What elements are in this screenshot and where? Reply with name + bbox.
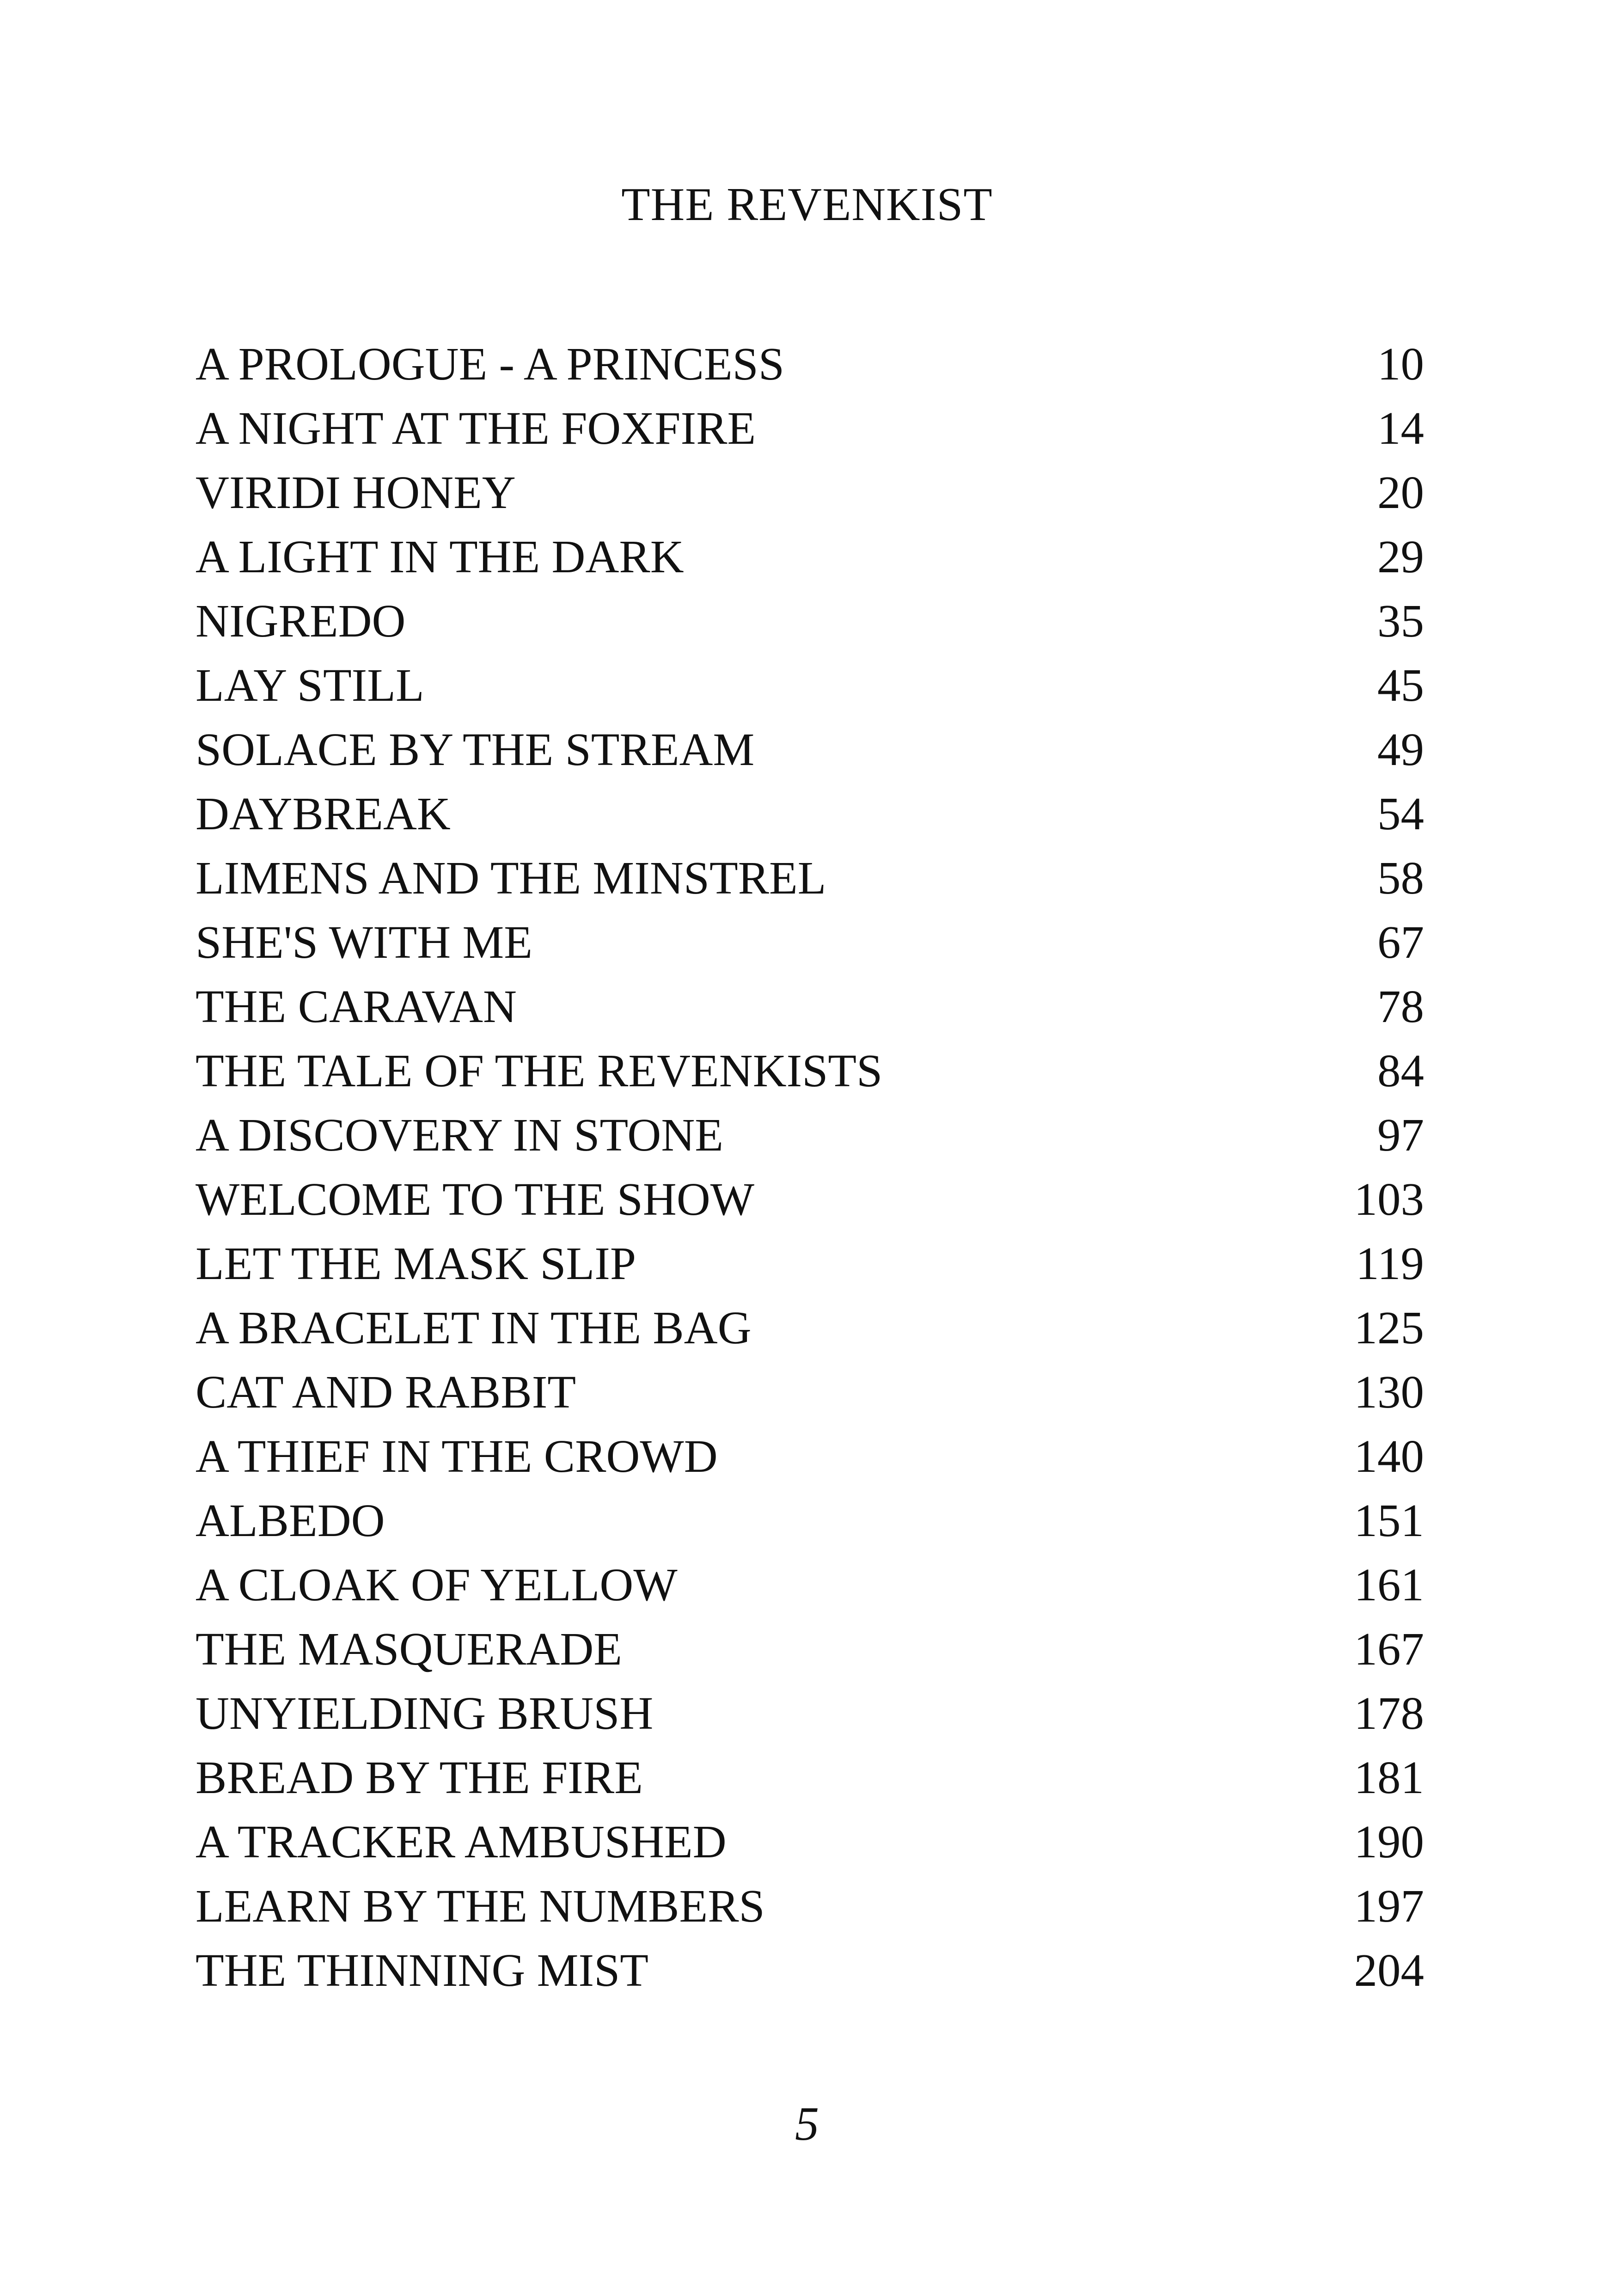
- toc-entry-page: 125: [1354, 1302, 1424, 1353]
- table-of-contents: [196, 332, 1424, 2002]
- toc-entry-page: 10: [1377, 338, 1424, 390]
- toc-entry-page: 58: [1377, 852, 1424, 904]
- toc-entry-title: A THIEF IN THE CROWD: [196, 1430, 718, 1482]
- toc-entry-title: A TRACKER AMBUSHED: [196, 1816, 727, 1867]
- toc-entry: [196, 1553, 1424, 1617]
- toc-entry-title: UNYIELDING BRUSH: [196, 1687, 654, 1739]
- toc-entry-page: 197: [1354, 1880, 1424, 1932]
- toc-entry-title: NIGREDO: [196, 595, 406, 647]
- toc-entry-title: SHE'S WITH ME: [196, 916, 532, 968]
- toc-entry-page: 49: [1377, 723, 1424, 775]
- toc-entry-page: 54: [1377, 788, 1424, 839]
- toc-entry-page: 130: [1354, 1366, 1424, 1418]
- toc-entry-page: 151: [1354, 1494, 1424, 1546]
- toc-entry: [196, 525, 1424, 589]
- toc-entry: [196, 396, 1424, 460]
- toc-entry-title: A NIGHT AT THE FOXFIRE: [196, 402, 756, 454]
- toc-entry-page: 161: [1354, 1559, 1424, 1610]
- toc-entry-page: 167: [1354, 1623, 1424, 1675]
- toc-entry: [196, 782, 1424, 846]
- page-number: 5: [795, 2097, 819, 2150]
- toc-entry-page: 45: [1377, 659, 1424, 711]
- toc-entry: [196, 589, 1424, 653]
- toc-entry: [196, 1103, 1424, 1167]
- toc-entry-title: THE MASQUERADE: [196, 1623, 623, 1675]
- toc-entry: [196, 1938, 1424, 2002]
- toc-entry-page: 29: [1377, 531, 1424, 582]
- toc-entry-title: A LIGHT IN THE DARK: [196, 531, 684, 582]
- toc-entry-title: WELCOME TO THE SHOW: [196, 1173, 755, 1225]
- toc-entry-page: 20: [1377, 466, 1424, 518]
- toc-entry: [196, 1745, 1424, 1810]
- toc-entry-page: 204: [1354, 1944, 1424, 1996]
- toc-entry-title: A BRACELET IN THE BAG: [196, 1302, 752, 1353]
- toc-entry-title: A DISCOVERY IN STONE: [196, 1109, 723, 1161]
- toc-entry: [196, 910, 1424, 974]
- toc-entry-title: BREAD BY THE FIRE: [196, 1751, 643, 1803]
- toc-entry-title: SOLACE BY THE STREAM: [196, 723, 755, 775]
- toc-entry-title: THE THINNING MIST: [196, 1944, 648, 1996]
- toc-entry-page: 181: [1354, 1751, 1424, 1803]
- toc-entry-page: 140: [1354, 1430, 1424, 1482]
- toc-entry-page: 103: [1354, 1173, 1424, 1225]
- toc-entry: [196, 653, 1424, 717]
- toc-entry: [196, 1874, 1424, 1938]
- toc-entry-page: 97: [1377, 1109, 1424, 1161]
- toc-entry-title: THE CARAVAN: [196, 980, 517, 1032]
- toc-entry-page: 78: [1377, 980, 1424, 1032]
- toc-entry-title: LEARN BY THE NUMBERS: [196, 1880, 765, 1932]
- toc-entry-title: ALBEDO: [196, 1494, 385, 1546]
- toc-entry: [196, 1617, 1424, 1681]
- toc-entry-page: 84: [1377, 1045, 1424, 1096]
- toc-entry: [196, 974, 1424, 1039]
- toc-entry: [196, 846, 1424, 910]
- toc-entry: [196, 1681, 1424, 1745]
- toc-entry: [196, 1424, 1424, 1488]
- toc-entry: [196, 1360, 1424, 1424]
- toc-entry-page: 119: [1356, 1237, 1424, 1289]
- toc-entry: [196, 1167, 1424, 1231]
- toc-entry-title: A PROLOGUE - A PRINCESS: [196, 338, 784, 390]
- toc-entry-page: 35: [1377, 595, 1424, 647]
- toc-entry: [196, 1231, 1424, 1296]
- toc-entry: [196, 1488, 1424, 1553]
- toc-entry-page: 14: [1377, 402, 1424, 454]
- book-title: THE REVENKIST: [621, 178, 993, 231]
- toc-entry-page: 190: [1354, 1816, 1424, 1867]
- toc-entry: [196, 1296, 1424, 1360]
- toc-entry-title: THE TALE OF THE REVENKISTS: [196, 1045, 883, 1096]
- toc-entry-title: VIRIDI HONEY: [196, 466, 516, 518]
- toc-entry-title: A CLOAK OF YELLOW: [196, 1559, 678, 1610]
- toc-entry: [196, 717, 1424, 782]
- toc-entry-title: DAYBREAK: [196, 788, 451, 839]
- toc-entry: [196, 1810, 1424, 1874]
- toc-entry-page: 178: [1354, 1687, 1424, 1739]
- toc-entry-title: CAT AND RABBIT: [196, 1366, 576, 1418]
- toc-entry-page: 67: [1377, 916, 1424, 968]
- toc-entry-title: LAY STILL: [196, 659, 424, 711]
- toc-entry-title: LIMENS AND THE MINSTREL: [196, 852, 826, 904]
- toc-entry: [196, 332, 1424, 396]
- toc-entry-title: LET THE MASK SLIP: [196, 1237, 636, 1289]
- toc-entry: [196, 460, 1424, 525]
- toc-entry: [196, 1039, 1424, 1103]
